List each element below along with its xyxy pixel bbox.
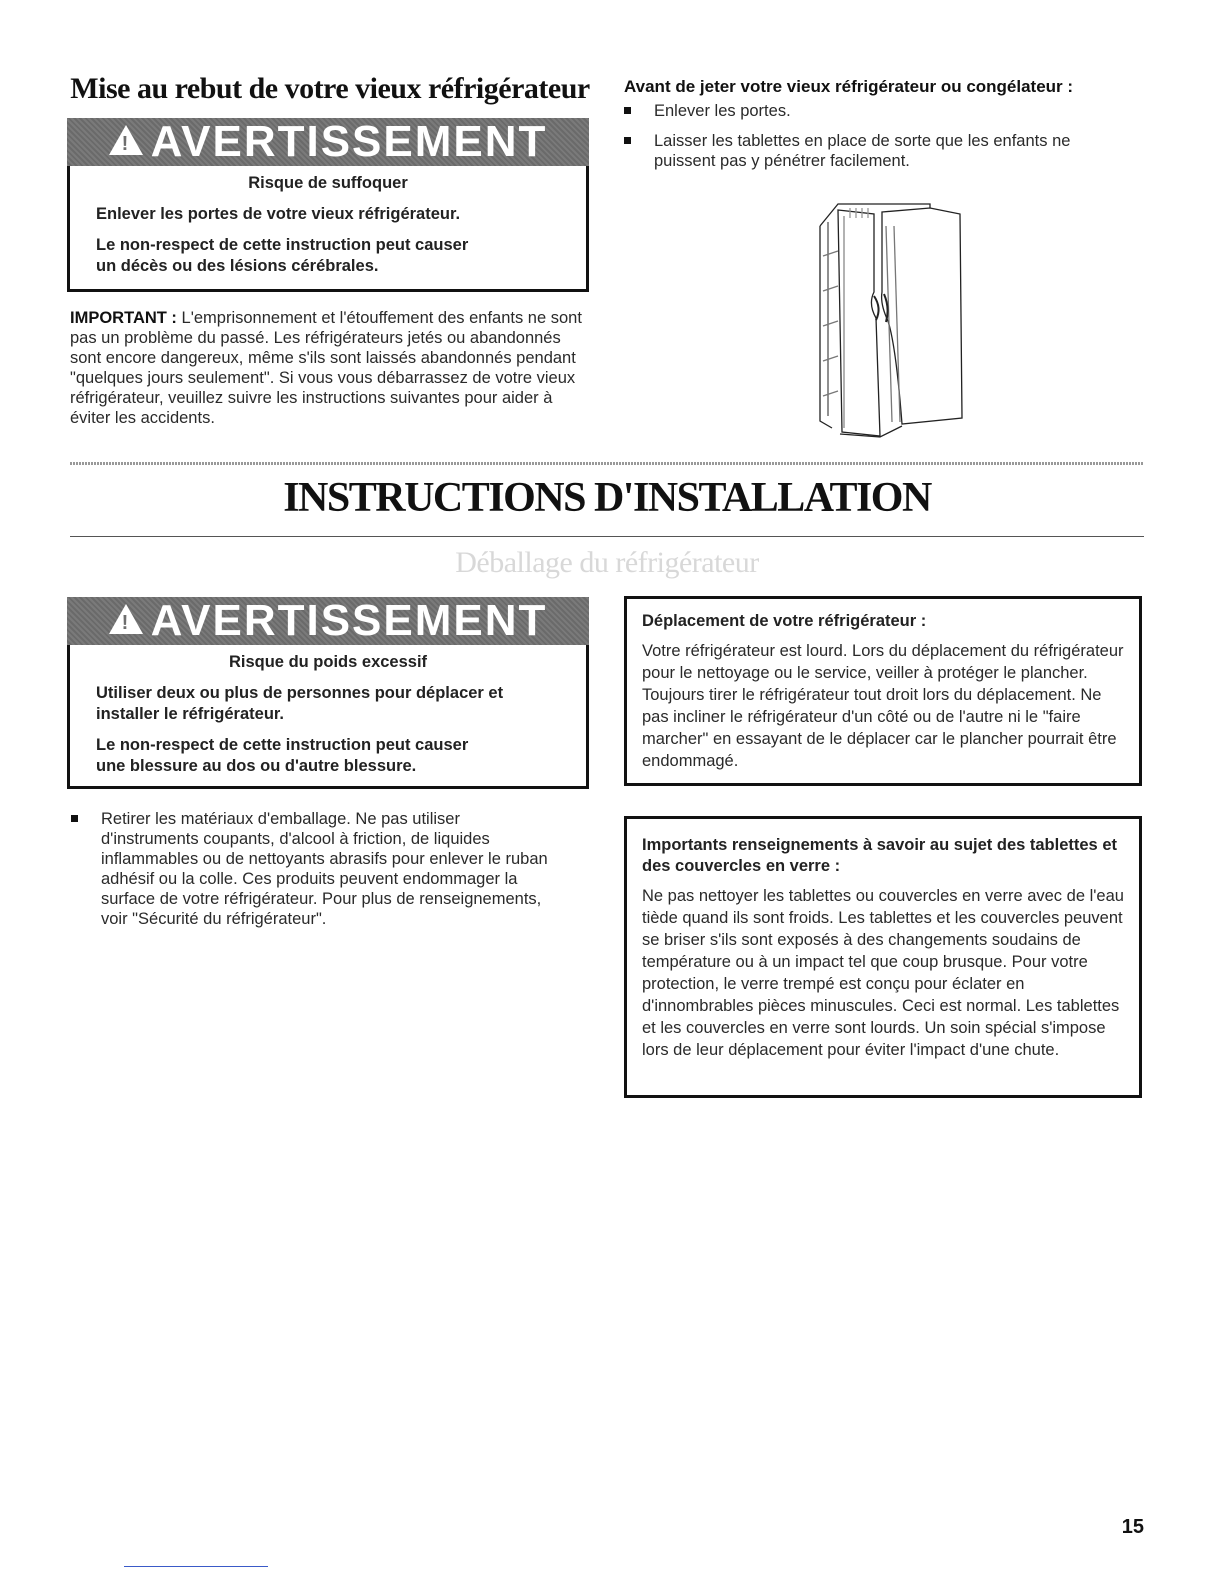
warning-body bbox=[70, 652, 586, 777]
warning-consequence: Le non-respect de cette instruction peut causer bbox=[96, 236, 469, 254]
footer-rule bbox=[124, 1566, 268, 1567]
moving-info-title: Déplacement de votre réfrigérateur : bbox=[642, 612, 927, 630]
warning-body bbox=[70, 173, 586, 277]
warning-banner: ! AVERTISSEMENT bbox=[67, 597, 589, 645]
moving-info-text: Votre réfrigérateur est lourd. Lors du déplacement du réfrigérateur pour le nettoyage ou le service, veiller à protéger le plancher. Toujours tirer le réfrigérateur tout droit lors du déplacement. Ne pas incliner le réfrigérateur d'un côté ou de l'autre ni le "faire marcher" en essayant de le déplacer car le plancher pourrait être endommagé. bbox=[642, 642, 1124, 770]
glass-info-title: Importants renseignements à savoir au sujet des tablettes et des couvercles en verre : bbox=[642, 836, 1117, 875]
important-paragraph bbox=[70, 308, 590, 428]
warning-box-weight bbox=[67, 597, 589, 789]
warning-banner: ! AVERTISSEMENT bbox=[67, 118, 589, 166]
warning-triangle-icon bbox=[109, 125, 143, 155]
unpacking-list bbox=[68, 809, 558, 939]
warning-hazard: Risque de suffoquer bbox=[248, 174, 408, 192]
warning-instruction: Enlever les portes de votre vieux réfrigérateur. bbox=[96, 205, 461, 223]
warning-instruction: installer le réfrigérateur. bbox=[96, 705, 285, 723]
installation-title: INSTRUCTIONS D'INSTALLATION bbox=[283, 475, 931, 521]
list-item: Laisser les tablettes en place de sorte que les enfants ne puissent pas y pénétrer facilement. bbox=[621, 131, 1121, 171]
bullet-icon bbox=[624, 107, 631, 114]
important-text: L'emprisonnement et l'étouffement des enfants ne sont pas un problème du passé. Les réfrigérateurs jetés ou abandonnés sont encore dangereux, même s'ils sont laissés abandonnés pendant "quelques jours seulement". Si vous vous débarrassez de votre vieux réfrigérateur, veuillez suivre les instructions suivantes pour aider à éviter les accidents. bbox=[70, 309, 582, 427]
moving-info-box bbox=[624, 596, 1142, 786]
warning-box-suffocation bbox=[67, 118, 589, 292]
section-divider bbox=[70, 462, 1144, 465]
warning-consequence: une blessure au dos ou d'autre blessure. bbox=[96, 757, 417, 775]
before-discard-title: Avant de jeter votre vieux réfrigérateur ou congélateur : bbox=[624, 77, 1074, 96]
disposal-title: Mise au rebut de votre vieux réfrigérateur bbox=[70, 72, 590, 105]
title-rule bbox=[70, 536, 1144, 537]
unpacking-subtitle: Déballage du réfrigérateur bbox=[455, 546, 759, 579]
refrigerator-illustration bbox=[810, 196, 970, 444]
glass-info-box bbox=[624, 816, 1142, 1098]
list-item: Enlever les portes. bbox=[621, 101, 1121, 121]
warning-consequence: un décès ou des lésions cérébrales. bbox=[96, 257, 379, 275]
before-discard-list bbox=[621, 101, 1121, 181]
warning-consequence: Le non-respect de cette instruction peut causer bbox=[96, 736, 469, 754]
warning-hazard: Risque du poids excessif bbox=[228, 653, 428, 671]
important-label: IMPORTANT : bbox=[70, 309, 177, 327]
bullet-icon bbox=[71, 815, 78, 822]
glass-info-text: Ne pas nettoyer les tablettes ou couvercles en verre avec de l'eau tiède quand ils sont froids. Les tablettes et les couvercles peuvent se briser s'ils sont exposés à des changements soudains de température ou à un impact tel que coup brusque. Pour votre protection, le verre trempé est conçu pour éclater en d'innombrables pièces minuscules. Ceci est normal. Les tablettes et les couvercles en verre sont lourds. Un soin spécial s'impose lors de leur déplacement pour éviter l'impact d'une chute. bbox=[642, 887, 1124, 1059]
bullet-icon bbox=[624, 137, 631, 144]
page-number: 15 bbox=[1121, 1516, 1144, 1538]
list-item: Retirer les matériaux d'emballage. Ne pas utiliser d'instruments coupants, d'alcool à friction, de liquides inflammables ou de nettoyants abrasifs pour enlever le ruban adhésif ou la colle. Ces produits peuvent endommager la surface de votre réfrigérateur. Pour plus de renseignements, voir "Sécurité du réfrigérateur". bbox=[68, 809, 558, 929]
warning-triangle-icon bbox=[109, 604, 143, 634]
warning-instruction: Utiliser deux ou plus de personnes pour déplacer et bbox=[96, 684, 504, 702]
